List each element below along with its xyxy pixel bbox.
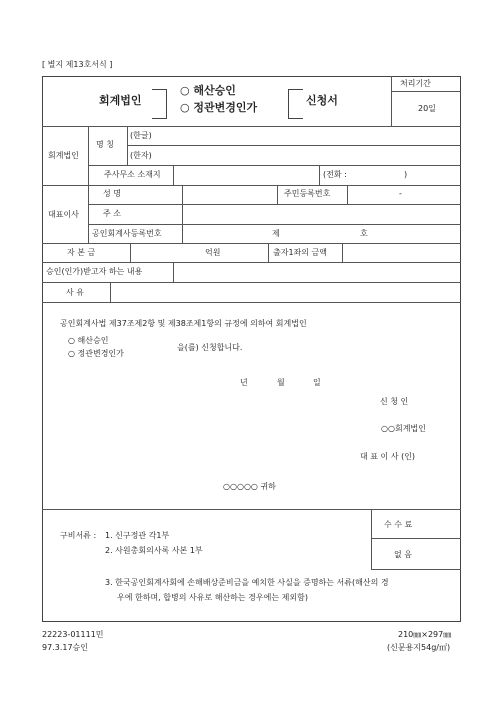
date-year: 년	[240, 378, 248, 387]
ceo-signature-line: 대 표 이 사 (인)	[360, 452, 416, 461]
processing-period-value: 20일	[418, 104, 436, 113]
firm-section-label: 회계법인	[48, 151, 79, 160]
application-request-text: 을(를) 신청합니다.	[177, 343, 243, 352]
processing-period-label: 처리기간	[400, 79, 431, 88]
body-option-articles-change: ○ 정관변경인가	[68, 349, 124, 358]
option-articles-change: ○ 정관변경인가	[180, 101, 258, 114]
firm-name-korean-field[interactable]: (한글)	[130, 131, 152, 140]
fee-value: 없 음	[394, 550, 412, 559]
required-doc-2: 2. 사원총회의사록 사본 1부	[105, 546, 203, 555]
required-doc-3: 3. 한국공인회계사회에 손해배상준비금을 예치한 사실을 증명하는 서류(해산의 경	[105, 578, 389, 587]
title-bracket-right	[288, 89, 303, 119]
firm-address-label: 주사무소 소재지	[104, 170, 161, 179]
required-doc-1: 1. 신구정관 각1부	[105, 531, 170, 540]
rep-address-label: 주 소	[103, 209, 121, 218]
approval-date: 97.3.17승인	[42, 643, 88, 652]
firm-phone-field[interactable]: (전화 :	[323, 170, 347, 179]
body-option-dissolution: ○ 해산승인	[68, 336, 109, 345]
recipient-line: ○○○○○ 귀하	[223, 482, 276, 491]
firm-name-hanja-field[interactable]: (한자)	[130, 151, 152, 160]
paper-type: (신문용지54g/㎡)	[387, 643, 451, 652]
form-title-right: 신청서	[306, 94, 338, 107]
date-day: 일	[313, 378, 321, 387]
capital-unit: 억원	[205, 248, 221, 257]
date-month: 월	[277, 378, 285, 387]
reason-label: 사 유	[66, 288, 84, 297]
title-bracket-left	[152, 89, 167, 119]
applicant-firm: ○○회계법인	[381, 424, 426, 433]
rep-cpa-number-label: 공인회계사등록번호	[92, 229, 162, 238]
rep-rrn-field[interactable]: -	[399, 189, 402, 198]
required-doc-3-cont: 우에 한하며, 합병의 사유로 해산하는 경우에는 제외함)	[117, 593, 308, 602]
option-dissolution: ○ 해산승인	[180, 84, 236, 97]
applicant-label: 신 청 인	[380, 397, 409, 406]
required-docs-label: 구비서류 :	[60, 531, 97, 540]
rep-rrn-label: 주민등록번호	[284, 189, 331, 198]
firm-name-label: 명 칭	[96, 140, 114, 149]
rep-cpa-ho: 호	[360, 229, 368, 238]
rep-section-label: 대표이사	[48, 210, 79, 219]
capital-label: 자 본 금	[67, 248, 96, 257]
application-statement: 공인회계사법 제37조제2항 및 제38조제1항의 규정에 의하여 회계법인	[60, 319, 307, 328]
rep-cpa-je: 제	[272, 229, 280, 238]
share-amount-label: 출자1좌의 금액	[273, 248, 328, 257]
form-title-left: 회계법인	[99, 94, 142, 107]
paper-size: 210㎜×297㎜	[398, 630, 452, 639]
fee-label: 수 수 료	[384, 520, 413, 529]
firm-phone-close: )	[404, 170, 408, 179]
form-number-label: [ 별지 제13호서식 ]	[42, 60, 113, 69]
approval-content-label: 승인(인가)받고자 하는 내용	[46, 267, 143, 276]
form-code: 22223-01111민	[42, 630, 104, 639]
rep-name-label: 성 명	[103, 189, 121, 198]
